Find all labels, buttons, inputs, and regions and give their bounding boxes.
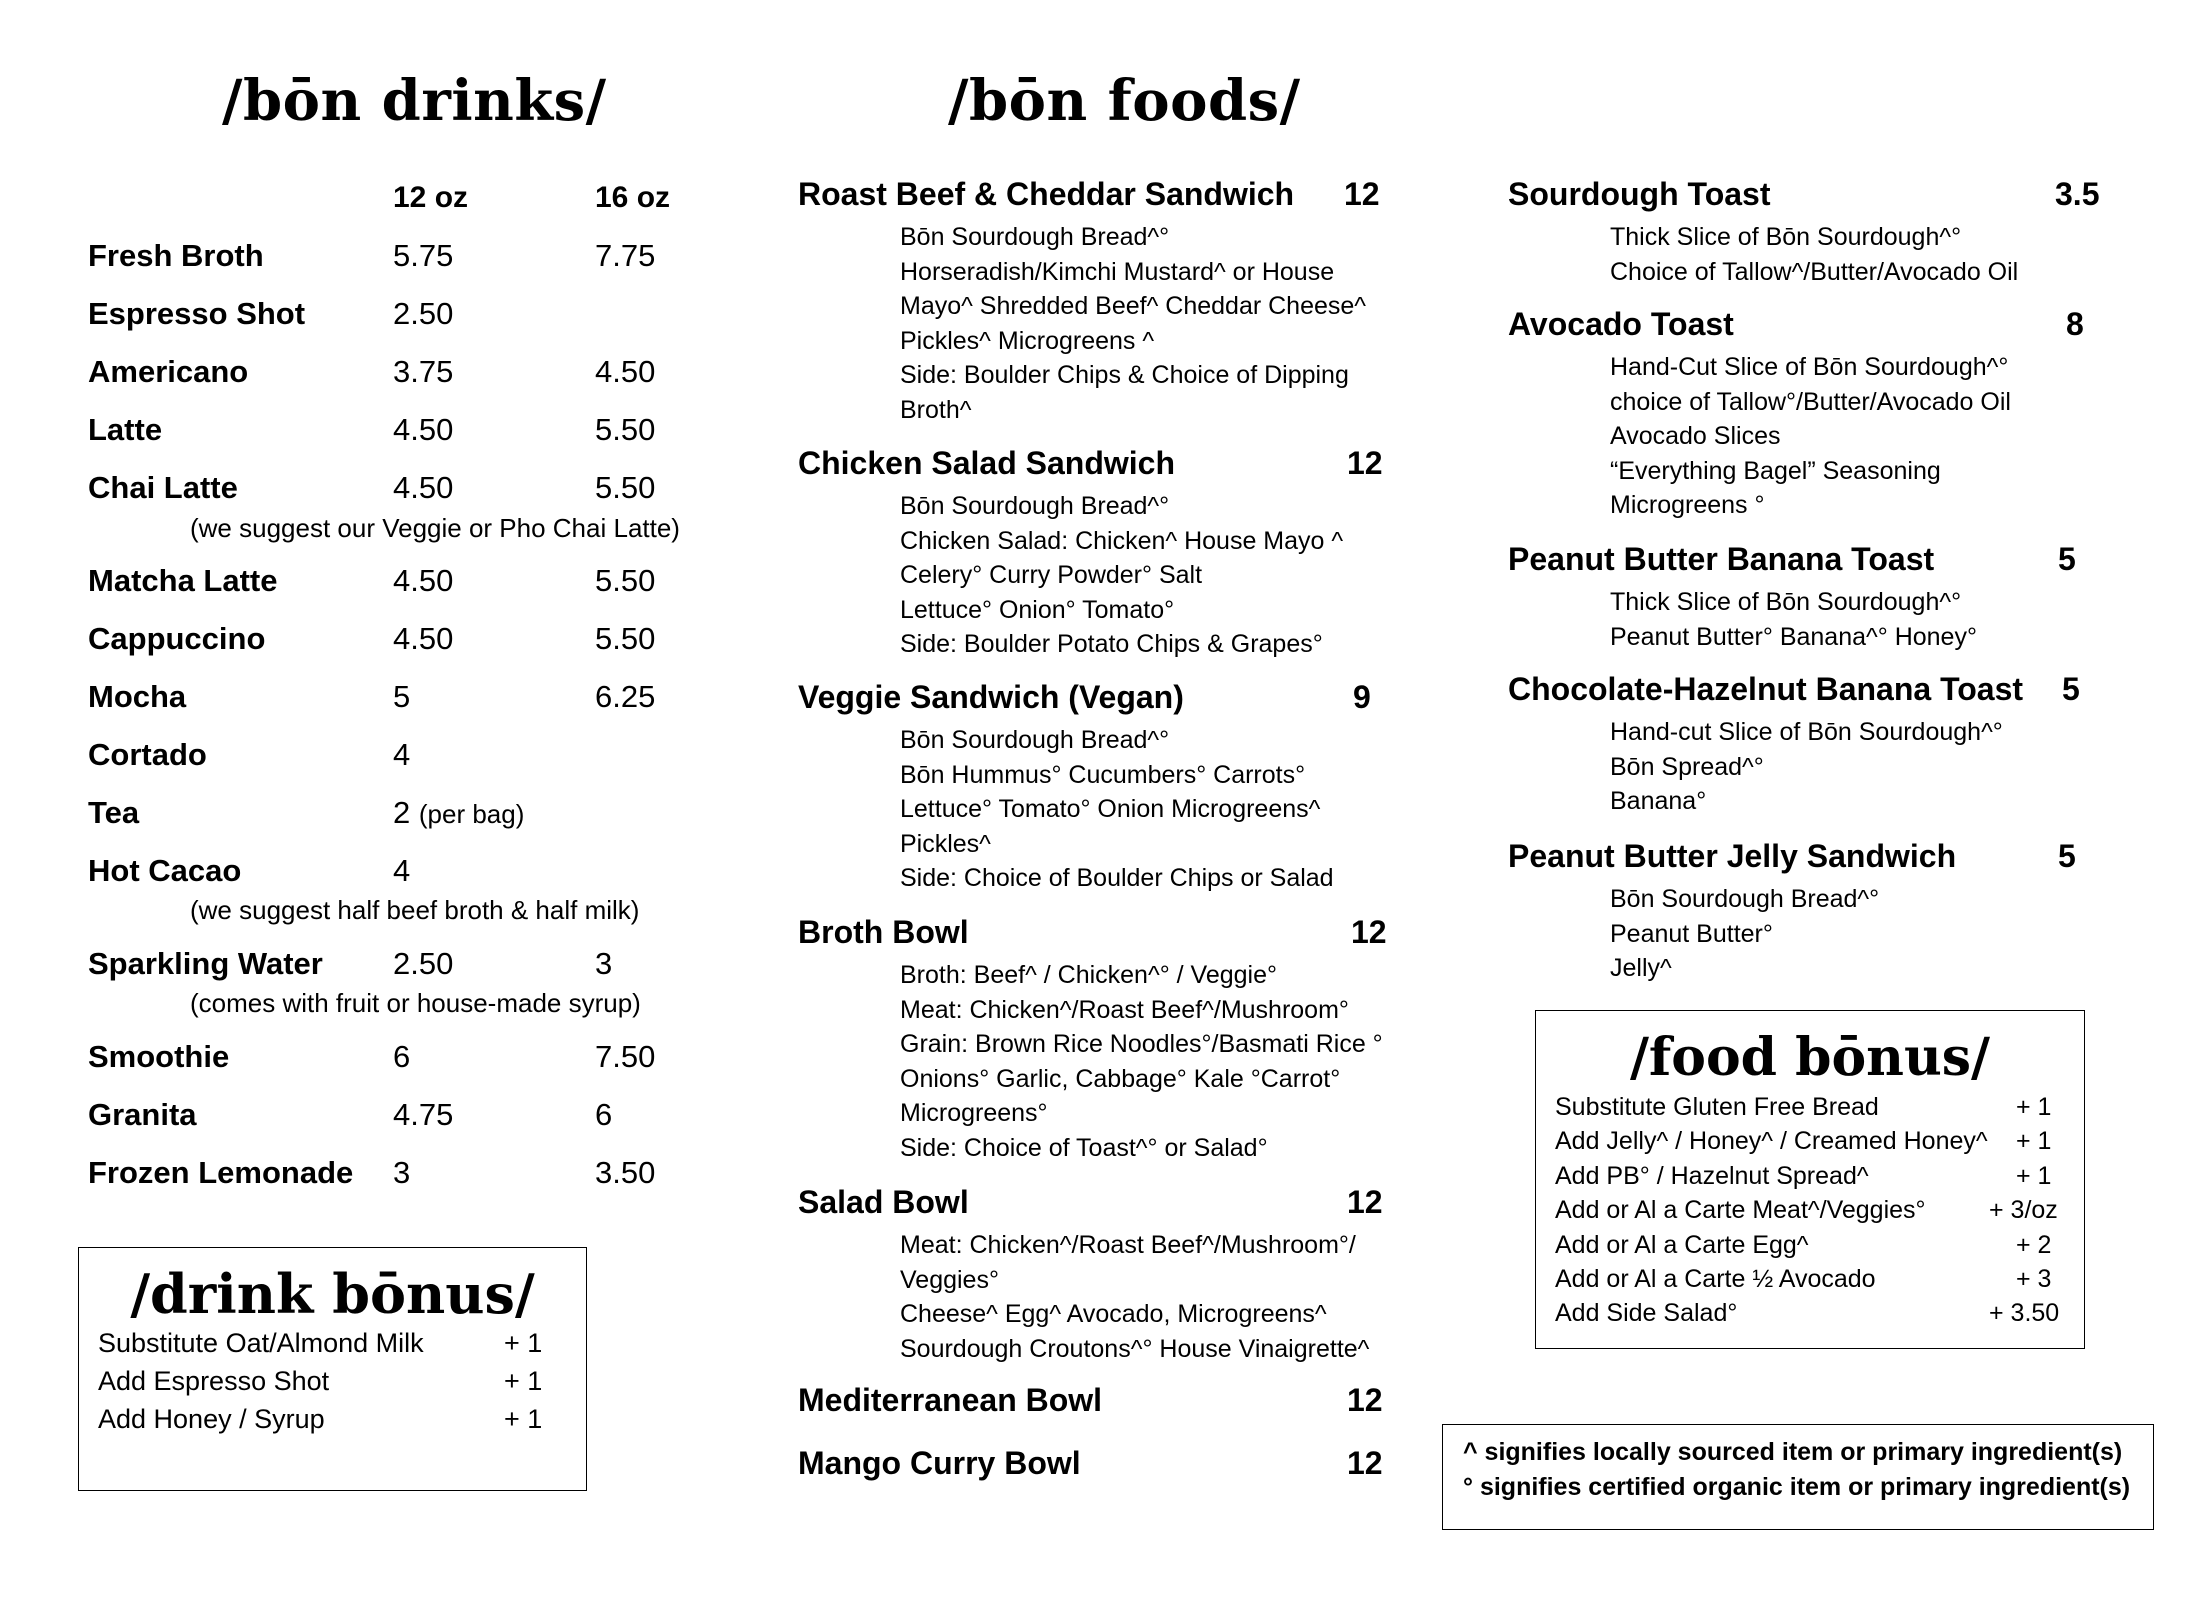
desc-line: Bōn Sourdough Bread^° bbox=[1610, 885, 1880, 913]
bonus-price: + 2 bbox=[2016, 1230, 2052, 1259]
food-price: 12 bbox=[1347, 1382, 1383, 1418]
price-12oz: 4.75 bbox=[393, 1097, 454, 1132]
bonus-row bbox=[1555, 1299, 2084, 1333]
price-12oz: 4.50 bbox=[393, 470, 454, 505]
food-bonus-heading: /food bōnus/ bbox=[1629, 1027, 1991, 1088]
drink-note: (comes with fruit or house-made syrup) bbox=[190, 988, 641, 1018]
food-desc bbox=[1610, 585, 1977, 654]
desc-line: Pickles^ Microgreens ^ bbox=[900, 326, 1155, 355]
food-price: 12 bbox=[1344, 176, 1380, 212]
price-12oz bbox=[393, 795, 524, 831]
drink-name: Smoothie bbox=[88, 1039, 230, 1074]
price-16oz: 5.50 bbox=[595, 412, 656, 447]
desc-line: Hand-Cut Slice of Bōn Sourdough^° bbox=[1610, 353, 2009, 381]
bonus-row bbox=[1555, 1196, 2084, 1230]
desc-line: Bōn Sourdough Bread^° bbox=[900, 223, 1170, 251]
bonus-price: + 3 bbox=[2016, 1264, 2052, 1293]
food-item bbox=[1508, 671, 2080, 819]
desc-line: Sourdough Croutons^° House Vinaigrette^ bbox=[900, 1334, 1370, 1363]
desc-line: Side: Boulder Potato Chips & Grapes° bbox=[900, 630, 1323, 658]
food-desc bbox=[900, 220, 1366, 427]
food-item bbox=[798, 1184, 1383, 1366]
desc-line: Banana° bbox=[1610, 787, 1707, 815]
foods-heading: /bōn foods/ bbox=[948, 68, 1301, 134]
bonus-label: Add Honey / Syrup bbox=[98, 1404, 325, 1434]
desc-line: Thick Slice of Bōn Sourdough^° bbox=[1610, 223, 1962, 251]
food-item bbox=[798, 1382, 1383, 1426]
bonus-label: Add or Al a Carte ½ Avocado bbox=[1555, 1264, 1876, 1293]
drink-row bbox=[88, 354, 728, 394]
desc-line: Side: Choice of Boulder Chips or Salad bbox=[900, 864, 1334, 892]
price-16oz: 4.50 bbox=[595, 354, 656, 389]
drink-name: Fresh Broth bbox=[88, 238, 264, 273]
desc-line: Celery° Curry Powder° Salt bbox=[900, 561, 1203, 589]
food-bonus-box bbox=[1535, 1010, 2085, 1349]
food-name: Mediterranean Bowl bbox=[798, 1382, 1103, 1418]
desc-line: Veggies° bbox=[900, 1265, 999, 1294]
food-name: Chicken Salad Sandwich bbox=[798, 445, 1175, 481]
drink-bonus-list bbox=[98, 1328, 586, 1442]
drink-row bbox=[88, 737, 728, 777]
price-16oz: 6.25 bbox=[595, 679, 656, 714]
desc-line: Peanut Butter° Banana^° Honey° bbox=[1610, 622, 1977, 651]
drink-name: Cortado bbox=[88, 737, 207, 772]
price-16oz: 7.75 bbox=[595, 238, 656, 273]
food-item bbox=[798, 445, 1383, 662]
drink-row bbox=[88, 1155, 728, 1195]
bonus-row bbox=[1555, 1162, 2084, 1196]
food-desc bbox=[900, 1228, 1369, 1366]
legend-local: ^ signifies locally sourced item or primary ingredient(s) bbox=[1463, 1438, 2123, 1466]
price-12oz: 2.50 bbox=[393, 296, 454, 331]
drink-row bbox=[88, 1097, 728, 1137]
desc-line: Thick Slice of Bōn Sourdough^° bbox=[1610, 588, 1962, 616]
drink-name: Tea bbox=[88, 795, 140, 830]
drink-name: Americano bbox=[88, 354, 249, 389]
bonus-price: + 1 bbox=[2016, 1127, 2052, 1156]
drink-row bbox=[88, 238, 728, 278]
desc-line: Side: Boulder Chips & Choice of Dipping bbox=[900, 361, 1349, 389]
food-name: Sourdough Toast bbox=[1508, 176, 1771, 212]
desc-line: Onions° Garlic, Cabbage° Kale °Carrot° bbox=[900, 1064, 1341, 1093]
bonus-price: + 3/oz bbox=[1989, 1196, 2058, 1225]
desc-line: Bōn Sourdough Bread^° bbox=[900, 492, 1170, 520]
bonus-row bbox=[98, 1328, 586, 1366]
drink-name: Cappuccino bbox=[88, 621, 266, 656]
bonus-price: + 1 bbox=[2016, 1093, 2052, 1121]
desc-line: Choice of Tallow^/Butter/Avocado Oil bbox=[1610, 257, 2019, 286]
price-12oz: 4 bbox=[393, 737, 411, 772]
food-desc bbox=[900, 489, 1343, 662]
tea-unit: (per bag) bbox=[418, 799, 525, 829]
bonus-label: Add or Al a Carte Meat^/Veggies° bbox=[1555, 1196, 1926, 1225]
food-price: 8 bbox=[2066, 306, 2084, 342]
desc-line: Lettuce° Onion° Tomato° bbox=[900, 595, 1175, 624]
price-12oz: 5.75 bbox=[393, 238, 454, 273]
bonus-price: + 1 bbox=[504, 1404, 543, 1434]
price-16oz: 3.50 bbox=[595, 1155, 656, 1190]
desc-line: Mayo^ Shredded Beef^ Cheddar Cheese^ bbox=[900, 292, 1367, 320]
desc-line: Meat: Chicken^/Roast Beef^/Mushroom° bbox=[900, 995, 1349, 1024]
desc-line: Hand-cut Slice of Bōn Sourdough^° bbox=[1610, 718, 2003, 746]
bonus-row bbox=[98, 1366, 586, 1404]
food-price: 12 bbox=[1351, 914, 1387, 950]
food-price: 9 bbox=[1353, 679, 1371, 715]
desc-line: Bōn Hummus° Cucumbers° Carrots° bbox=[900, 760, 1306, 789]
price-16oz: 5.50 bbox=[595, 621, 656, 656]
bonus-row bbox=[1555, 1265, 2084, 1299]
food-price: 5 bbox=[2058, 838, 2076, 874]
food-desc bbox=[900, 723, 1334, 896]
bonus-label: Add or Al a Carte Egg^ bbox=[1555, 1230, 1809, 1259]
size-12oz-header: 12 oz bbox=[393, 181, 469, 214]
food-price: 3.5 bbox=[2055, 176, 2100, 212]
drink-name: Granita bbox=[88, 1097, 197, 1132]
food-name: Chocolate-Hazelnut Banana Toast bbox=[1508, 671, 2024, 707]
drink-note: (we suggest half beef broth & half milk) bbox=[190, 895, 640, 925]
price-16oz: 5.50 bbox=[595, 470, 656, 505]
drink-name: Matcha Latte bbox=[88, 563, 278, 598]
bonus-label: Add Jelly^ / Honey^ / Creamed Honey^ bbox=[1555, 1127, 1988, 1156]
price-16oz: 3 bbox=[595, 946, 613, 981]
drink-note: (we suggest our Veggie or Pho Chai Latte) bbox=[190, 513, 680, 543]
drink-row bbox=[88, 946, 728, 986]
drink-row bbox=[88, 296, 728, 336]
food-item bbox=[798, 914, 1387, 1165]
legend-box bbox=[1442, 1424, 2154, 1530]
drink-row bbox=[88, 679, 728, 719]
drink-name: Mocha bbox=[88, 679, 187, 714]
bonus-row bbox=[98, 1404, 586, 1442]
desc-line: Microgreens° bbox=[900, 1099, 1048, 1127]
bonus-label: Substitute Gluten Free Bread bbox=[1555, 1093, 1879, 1121]
drinks-heading: /bōn drinks/ bbox=[222, 68, 607, 134]
price-16oz: 5.50 bbox=[595, 563, 656, 598]
drink-row bbox=[88, 621, 728, 661]
food-name: Peanut Butter Jelly Sandwich bbox=[1508, 838, 1957, 874]
food-price: 12 bbox=[1347, 1445, 1383, 1481]
desc-line: Lettuce° Tomato° Onion Microgreens^ bbox=[900, 795, 1321, 823]
price-16oz: 6 bbox=[595, 1097, 613, 1132]
food-desc bbox=[1610, 882, 1956, 986]
food-item bbox=[798, 679, 1371, 896]
food-name: Broth Bowl bbox=[798, 914, 969, 950]
desc-line: Chicken Salad: Chicken^ House Mayo ^ bbox=[900, 526, 1344, 555]
bonus-price: + 3.50 bbox=[1989, 1299, 2060, 1328]
food-item bbox=[1508, 306, 2084, 523]
food-name: Avocado Toast bbox=[1508, 306, 1734, 342]
food-name: Roast Beef & Cheddar Sandwich bbox=[798, 176, 1295, 212]
desc-line: Side: Choice of Toast^° or Salad° bbox=[900, 1133, 1268, 1162]
drink-name: Latte bbox=[88, 412, 163, 447]
price-12oz: 4.50 bbox=[393, 621, 454, 656]
bonus-row bbox=[1555, 1231, 2084, 1265]
price-12oz: 4 bbox=[393, 853, 411, 888]
drink-row bbox=[88, 470, 728, 510]
desc-line: Bōn Spread^° bbox=[1610, 752, 1764, 781]
drink-name: Sparkling Water bbox=[88, 946, 323, 981]
desc-line: Cheese^ Egg^ Avocado, Microgreens^ bbox=[900, 1300, 1327, 1328]
desc-line: Jelly^ bbox=[1610, 954, 1672, 982]
food-desc bbox=[1610, 220, 2018, 289]
desc-line: Meat: Chicken^/Roast Beef^/Mushroom°/ bbox=[900, 1231, 1356, 1259]
food-name: Veggie Sandwich (Vegan) bbox=[798, 679, 1184, 715]
desc-line: “Everything Bagel” Seasoning bbox=[1610, 456, 1941, 485]
food-desc bbox=[1610, 350, 2011, 523]
drink-row bbox=[88, 853, 728, 893]
drink-row bbox=[88, 563, 728, 603]
price-12oz: 5 bbox=[393, 679, 411, 714]
drink-row bbox=[88, 1039, 728, 1079]
food-name: Salad Bowl bbox=[798, 1184, 969, 1220]
tea-price: 2 bbox=[393, 795, 411, 830]
drink-bonus-heading: /drink bōnus/ bbox=[130, 1262, 535, 1326]
bonus-label: Add PB° / Hazelnut Spread^ bbox=[1555, 1161, 1869, 1190]
bonus-row bbox=[1555, 1093, 2084, 1127]
drink-row bbox=[88, 412, 728, 452]
food-price: 12 bbox=[1347, 445, 1383, 481]
food-name: Mango Curry Bowl bbox=[798, 1445, 1081, 1481]
food-bonus-list bbox=[1555, 1093, 2084, 1334]
size-16oz-header: 16 oz bbox=[595, 181, 671, 214]
price-12oz: 4.50 bbox=[393, 412, 454, 447]
price-12oz: 2.50 bbox=[393, 946, 454, 981]
bonus-price: + 1 bbox=[504, 1366, 543, 1396]
drink-name: Chai Latte bbox=[88, 470, 238, 505]
desc-line: Broth^ bbox=[900, 395, 972, 424]
desc-line: Horseradish/Kimchi Mustard^ or House bbox=[900, 257, 1335, 286]
desc-line: Bōn Sourdough Bread^° bbox=[900, 726, 1170, 754]
price-16oz: 7.50 bbox=[595, 1039, 656, 1074]
desc-line: Microgreens ° bbox=[1610, 491, 1765, 519]
bonus-label: Add Side Salad° bbox=[1555, 1299, 1738, 1328]
drink-name: Frozen Lemonade bbox=[88, 1155, 354, 1190]
legend-organic: ° signifies certified organic item or primary ingredient(s) bbox=[1463, 1473, 2131, 1501]
desc-line: Peanut Butter° bbox=[1610, 919, 1773, 948]
bonus-row bbox=[1555, 1127, 2084, 1161]
price-12oz: 3.75 bbox=[393, 354, 454, 389]
food-price: 5 bbox=[2058, 541, 2076, 577]
desc-line: Grain: Brown Rice Noodles°/Basmati Rice ° bbox=[900, 1030, 1383, 1058]
bonus-label: Add Espresso Shot bbox=[98, 1366, 330, 1396]
bonus-price: + 1 bbox=[2016, 1161, 2052, 1190]
bonus-price: + 1 bbox=[504, 1328, 543, 1358]
price-12oz: 6 bbox=[393, 1039, 411, 1074]
food-item bbox=[798, 1445, 1383, 1489]
food-price: 12 bbox=[1347, 1184, 1383, 1220]
price-12oz: 4.50 bbox=[393, 563, 454, 598]
drink-row bbox=[88, 795, 728, 835]
food-price: 5 bbox=[2062, 671, 2080, 707]
food-desc bbox=[1610, 715, 2023, 819]
food-item bbox=[1508, 176, 2100, 289]
desc-line: choice of Tallow°/Butter/Avocado Oil bbox=[1610, 387, 2011, 416]
food-name: Peanut Butter Banana Toast bbox=[1508, 541, 1935, 577]
drink-name: Hot Cacao bbox=[88, 853, 242, 888]
drink-bonus-box bbox=[78, 1247, 587, 1491]
desc-line: Pickles^ bbox=[900, 829, 991, 858]
food-item bbox=[1508, 541, 2076, 654]
food-desc bbox=[900, 958, 1383, 1165]
food-item bbox=[1508, 838, 2076, 986]
price-12oz: 3 bbox=[393, 1155, 411, 1190]
bonus-label: Substitute Oat/Almond Milk bbox=[98, 1328, 424, 1358]
desc-line: Broth: Beef^ / Chicken^° / Veggie° bbox=[900, 961, 1277, 989]
food-item bbox=[798, 176, 1380, 427]
drink-name: Espresso Shot bbox=[88, 296, 306, 331]
desc-line: Avocado Slices bbox=[1610, 422, 1781, 450]
